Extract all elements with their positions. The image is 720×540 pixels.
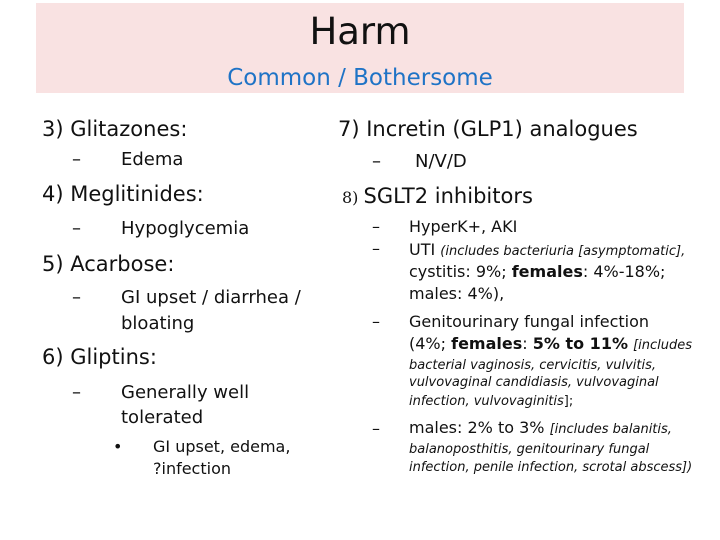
fungal-pct-open: (4%; [409, 334, 452, 353]
fungal-detail-line2: vulvovaginal candidiasis, vulvovaginal [409, 375, 659, 390]
meglitinides-hypoglycemia: Hypoglycemia [121, 218, 250, 239]
gliptins-line1: Generally well [121, 382, 250, 403]
page-subtitle: Common / Bothersome [227, 65, 493, 91]
fungal-detail-close: ]; [563, 394, 574, 409]
uti-cystitis: cystitis: 9%; [409, 262, 512, 281]
sglt2-fungal-line2 [409, 333, 692, 355]
heading-incretin: 7) Incretin (GLP1) analogues [338, 117, 638, 141]
bullet-dash: – [372, 151, 381, 172]
heading-meglitinides: 4) Meglitinides: [42, 182, 204, 206]
heading-glitazones: 3) Glitazones: [42, 117, 188, 141]
gliptins-line2: tolerated [121, 407, 204, 428]
sglt2-fungal-line1: Genitourinary fungal infection [409, 312, 650, 331]
males-detail-line1: balanoposthitis, genitourinary fungal [409, 442, 650, 457]
sub-bullet-dot: • [113, 437, 123, 456]
males-detail-line2: infection, penile infection, scrotal abscess]) [409, 460, 693, 475]
heading-acarbose: 5) Acarbose: [42, 252, 175, 276]
fungal-colon: : [522, 334, 533, 353]
page-title: Harm [309, 10, 411, 53]
sglt2-hyperk: HyperK+, AKI [409, 217, 518, 236]
gliptins-sub-line1: GI upset, edema, [153, 437, 291, 456]
gliptins-sub-line2: ?infection [153, 459, 231, 478]
bullet-dash: – [372, 239, 380, 258]
fungal-includes: [includes [633, 338, 693, 353]
sglt2-uti-line3: males: 4%), [409, 284, 505, 303]
incretin-nvd: N/V/D [415, 151, 467, 172]
bullet-dash: – [372, 419, 380, 438]
bullet-dash: – [72, 287, 81, 308]
males-pct: males: 2% to 3% [409, 418, 550, 437]
heading-gliptins: 6) Gliptins: [42, 345, 157, 369]
fungal-females-pct: 5% to 11% [532, 334, 628, 353]
sglt2-males-line1 [409, 417, 672, 439]
males-includes: [includes balanitis, [549, 422, 672, 437]
fungal-detail-line1: bacterial vaginosis, cervicitis, vulvitis, [409, 358, 657, 373]
acarbose-line2: bloating [121, 313, 195, 334]
heading-sglt2 [342, 182, 533, 210]
sglt2-number: 8) [342, 188, 359, 207]
acarbose-line1: GI upset / diarrhea / [121, 287, 301, 308]
bullet-dash: – [72, 382, 81, 403]
bullet-dash: – [372, 217, 380, 236]
uti-females-pct: : 4%-18%; [582, 262, 666, 281]
sglt2-uti-line2 [409, 261, 665, 283]
uti-females: females [511, 262, 583, 281]
fungal-females: females [451, 334, 523, 353]
fungal-detail-line3 [409, 393, 573, 410]
uti-label: UTI [409, 240, 436, 259]
sglt2-uti-line1 [409, 239, 685, 261]
bullet-dash: – [72, 149, 81, 170]
glitazones-edema: Edema [121, 149, 184, 170]
sglt2-title: SGLT2 inhibitors [363, 184, 533, 208]
fungal-detail-tail: infection, vulvovaginitis [409, 394, 564, 409]
title-banner [36, 3, 684, 93]
bullet-dash: – [372, 312, 380, 331]
uti-includes: (includes bacteriuria [asymptomatic], [440, 244, 686, 259]
bullet-dash: – [72, 218, 81, 239]
